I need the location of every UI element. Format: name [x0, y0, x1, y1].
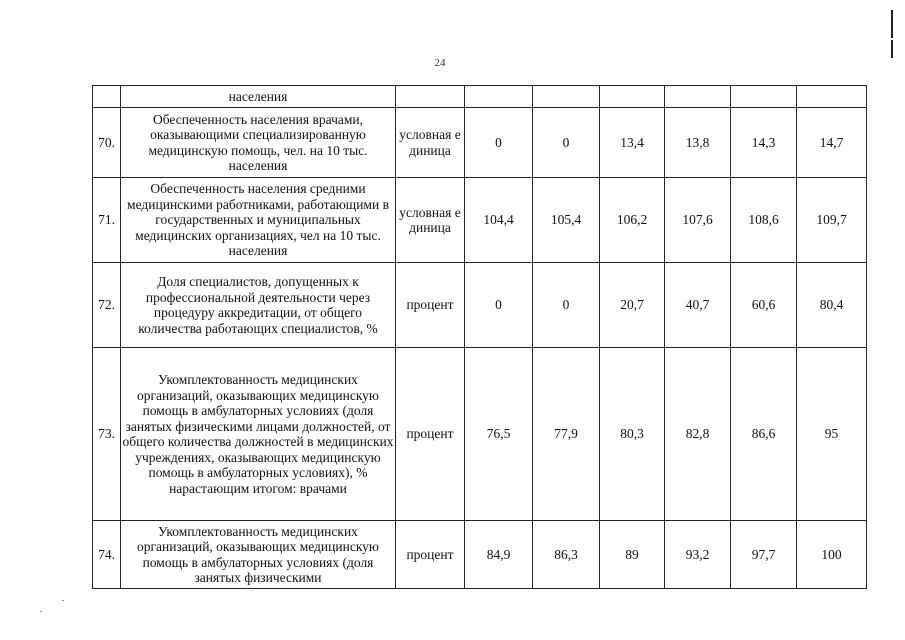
value-cell: 13,8 — [665, 108, 731, 178]
table-row — [93, 178, 867, 263]
unit-cell: процент — [396, 348, 465, 521]
indicator-name-cell: населения — [121, 86, 396, 108]
row-number-cell — [93, 86, 121, 108]
table-row — [93, 263, 867, 348]
value-cell: 108,6 — [731, 178, 797, 263]
scan-speck — [40, 611, 42, 612]
value-cell: 105,4 — [533, 178, 600, 263]
value-cell: 82,8 — [665, 348, 731, 521]
indicator-name-cell: Укомплектованность медицинских организаций, оказывающих медицинскую помощь в амбулаторных условиях (доля занятых физическими лицами должностей, от общего количества должностей в медицинских учреждениях, оказывающих медицинскую помощь в амбулаторных условиях), % нарастающим итогом: врачами — [121, 348, 396, 521]
unit-cell: процент — [396, 263, 465, 348]
value-cell — [465, 86, 533, 108]
value-cell — [797, 86, 867, 108]
row-number-cell: 73. — [93, 348, 121, 521]
value-cell: 106,2 — [600, 178, 665, 263]
value-cell: 89 — [600, 521, 665, 589]
value-cell — [731, 86, 797, 108]
table-row — [93, 348, 867, 521]
value-cell: 13,4 — [600, 108, 665, 178]
unit-cell: условная единица — [396, 108, 465, 178]
value-cell: 80,4 — [797, 263, 867, 348]
value-cell: 109,7 — [797, 178, 867, 263]
value-cell: 20,7 — [600, 263, 665, 348]
value-cell: 104,4 — [465, 178, 533, 263]
value-cell: 97,7 — [731, 521, 797, 589]
unit-cell: процент — [396, 521, 465, 589]
value-cell: 14,7 — [797, 108, 867, 178]
scan-edge-mark — [891, 10, 893, 38]
value-cell: 76,5 — [465, 348, 533, 521]
value-cell: 86,3 — [533, 521, 600, 589]
indicators-table — [92, 85, 867, 589]
value-cell: 77,9 — [533, 348, 600, 521]
value-cell — [665, 86, 731, 108]
unit-cell — [396, 86, 465, 108]
value-cell: 0 — [465, 108, 533, 178]
table-row — [93, 521, 867, 589]
indicator-name-cell: Обеспеченность населения врачами, оказывающими специализированную медицинскую помощь, чел. на 10 тыс. населения — [121, 108, 396, 178]
row-number-cell: 72. — [93, 263, 121, 348]
value-cell: 0 — [465, 263, 533, 348]
value-cell — [600, 86, 665, 108]
value-cell: 100 — [797, 521, 867, 589]
row-number-cell: 74. — [93, 521, 121, 589]
value-cell: 84,9 — [465, 521, 533, 589]
value-cell: 14,3 — [731, 108, 797, 178]
value-cell: 86,6 — [731, 348, 797, 521]
row-number-cell: 71. — [93, 178, 121, 263]
scan-speck — [62, 600, 64, 601]
value-cell: 0 — [533, 108, 600, 178]
indicator-name-cell: Обеспеченность населения средними медицинскими работниками, работающими в государственных и муниципальных медицинских организациях, чел на 10 тыс. населения — [121, 178, 396, 263]
value-cell: 60,6 — [731, 263, 797, 348]
value-cell: 80,3 — [600, 348, 665, 521]
value-cell: 93,2 — [665, 521, 731, 589]
value-cell: 107,6 — [665, 178, 731, 263]
page-number: 24 — [434, 57, 446, 69]
value-cell: 95 — [797, 348, 867, 521]
value-cell — [533, 86, 600, 108]
indicator-name-cell: Доля специалистов, допущенных к профессиональной деятельности через процедуру аккредитации, от общего количества работающих специалистов, % — [121, 263, 396, 348]
value-cell: 40,7 — [665, 263, 731, 348]
scan-edge-mark — [891, 40, 893, 58]
table-row — [93, 108, 867, 178]
table-row-continuation — [93, 86, 867, 108]
row-number-cell: 70. — [93, 108, 121, 178]
unit-cell: условная единица — [396, 178, 465, 263]
value-cell: 0 — [533, 263, 600, 348]
indicator-name-cell: Укомплектованность медицинских организаций, оказывающих медицинскую помощь в амбулаторных условиях (доля занятых физическими — [121, 521, 396, 589]
